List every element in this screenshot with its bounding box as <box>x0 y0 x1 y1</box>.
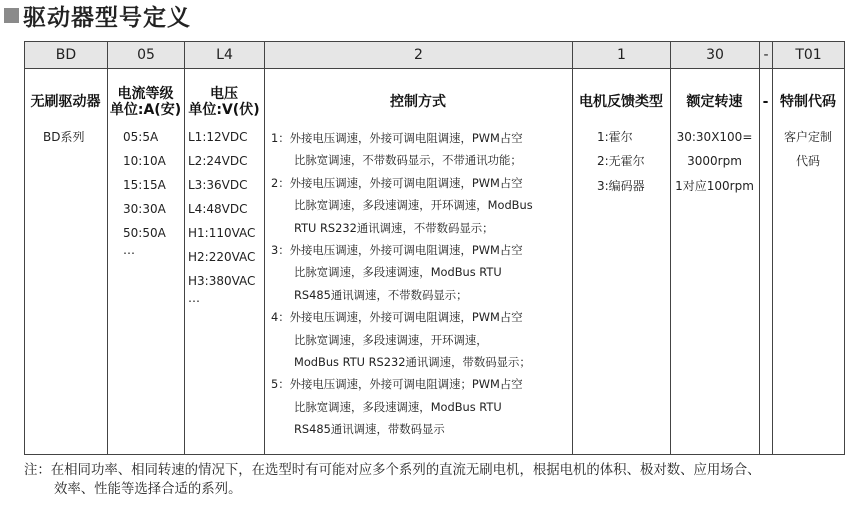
header-cell-current: 05 <box>107 41 185 69</box>
table-bottom-border <box>24 454 845 455</box>
list-item: 2：外接电压调速，外接可调电阻调速，PWM占空 <box>271 175 523 190</box>
list-item: 比脉宽调速，不带数码显示，不带通讯功能； <box>294 153 522 168</box>
column-divider <box>184 69 185 455</box>
list-item: 客户定制 <box>783 130 832 144</box>
col-title-code: 特制代码 <box>780 94 836 110</box>
col-title-voltage-line: 电压 <box>210 86 238 102</box>
section-title <box>4 0 191 30</box>
custom-code-list <box>772 125 844 174</box>
list-item: L4:48VDC <box>188 202 248 216</box>
list-item: L1:12VDC <box>188 130 248 144</box>
driver-series-list <box>43 125 84 149</box>
header-cell-bd: BD <box>24 41 108 69</box>
column-divider <box>572 69 573 455</box>
title-square-icon <box>4 8 19 23</box>
feedback-type-list <box>597 125 645 198</box>
current-rating-list <box>123 125 166 255</box>
col-title-current-line: 电流等级 <box>117 86 174 102</box>
col-title-dash: - <box>762 94 769 110</box>
list-item: RS485通讯调速，不带数码显示； <box>294 287 468 302</box>
col-title-speed: 额定转速 <box>686 94 743 110</box>
list-item: 比脉宽调速，多段速调速，ModBus RTU <box>294 265 502 280</box>
list-item: 比脉宽调速，多段速调速，开环调速，ModBus <box>294 198 533 213</box>
list-item: 代码 <box>795 154 820 169</box>
footnote <box>24 461 860 499</box>
list-item: 30:30X100= <box>676 130 753 144</box>
header-cell-code: T01 <box>772 41 845 69</box>
table-border <box>24 69 25 455</box>
list-item: H2:220VAC <box>188 250 256 264</box>
list-item: 05:5A <box>123 130 159 144</box>
list-item: 1:霍尔 <box>597 130 633 144</box>
header-cell-voltage: L4 <box>184 41 265 69</box>
column-divider <box>107 69 108 455</box>
col-title-feedback: 电机反馈类型 <box>579 94 663 110</box>
list-item: L2:24VDC <box>188 154 248 168</box>
table-border <box>844 69 845 455</box>
column-divider <box>264 69 265 455</box>
control-mode-list <box>271 127 569 441</box>
col-title-current <box>107 86 184 118</box>
voltage-rating-list <box>188 125 255 303</box>
rated-speed-list <box>670 125 759 198</box>
list-item: 比脉宽调速，多段速调速，开环调速， <box>294 332 488 347</box>
footnote-line-2: 效率、性能等选择合适的系列。 <box>54 482 242 497</box>
col-title-voltage <box>184 86 264 118</box>
list-item: RS485通讯调速，带数码显示 <box>294 422 445 437</box>
list-item: 1：外接电压调速，外接可调电阻调速，PWM占空 <box>271 131 523 145</box>
list-item: 比脉宽调速，多段速调速，ModBus RTU <box>294 399 502 414</box>
col-title-control: 控制方式 <box>390 94 446 110</box>
col-title-voltage-unit: 单位:V(伏) <box>188 102 260 118</box>
list-item: 15:15A <box>123 178 166 192</box>
list-item: 2:无霍尔 <box>597 154 645 169</box>
list-item: 3：外接电压调速，外接可调电阻调速，PWM占空 <box>271 243 523 258</box>
header-cell-dash: - <box>759 41 773 69</box>
list-item: 5：外接电压调速，外接可调电阻调速；PWM占空 <box>271 377 523 392</box>
list-item: H3:380VAC <box>188 274 256 288</box>
col-title-current-unit: 单位:A(安) <box>109 102 182 118</box>
list-item: 3000rpm <box>687 154 742 169</box>
header-cell-feedback: 1 <box>572 41 671 69</box>
list-item: H1:110VAC <box>188 226 256 240</box>
list-item: BD系列 <box>43 130 85 144</box>
col-title-driver: 无刷驱动器 <box>30 94 101 110</box>
list-item: RTU RS232通讯调速，不带数码显示； <box>294 220 494 235</box>
header-cell-control: 2 <box>264 41 573 69</box>
model-definition-table <box>24 41 845 455</box>
list-item: 50:50A <box>123 226 166 240</box>
list-item: ModBus RTU RS232通讯调速，带数码显示； <box>294 355 531 370</box>
list-item: 1对应100rpm <box>675 178 754 193</box>
list-item: … <box>123 243 135 257</box>
list-item: 4：外接电压调速，外接可调电阻调速，PWM占空 <box>271 310 523 325</box>
list-item: 10:10A <box>123 154 166 168</box>
header-cell-speed: 30 <box>670 41 760 69</box>
list-item: 30:30A <box>123 202 166 216</box>
list-item: … <box>188 291 200 305</box>
list-item: L3:36VDC <box>188 178 248 192</box>
list-item: 3:编码器 <box>597 178 645 193</box>
footnote-line-1: 注：在相同功率、相同转速的情况下，在选型时有可能对应多个系列的直流无刷电机，根据电机的体积、极对数、应用场合、 <box>24 463 761 478</box>
section-title-text: 驱动器型号定义 <box>23 4 191 31</box>
column-divider <box>759 69 760 455</box>
